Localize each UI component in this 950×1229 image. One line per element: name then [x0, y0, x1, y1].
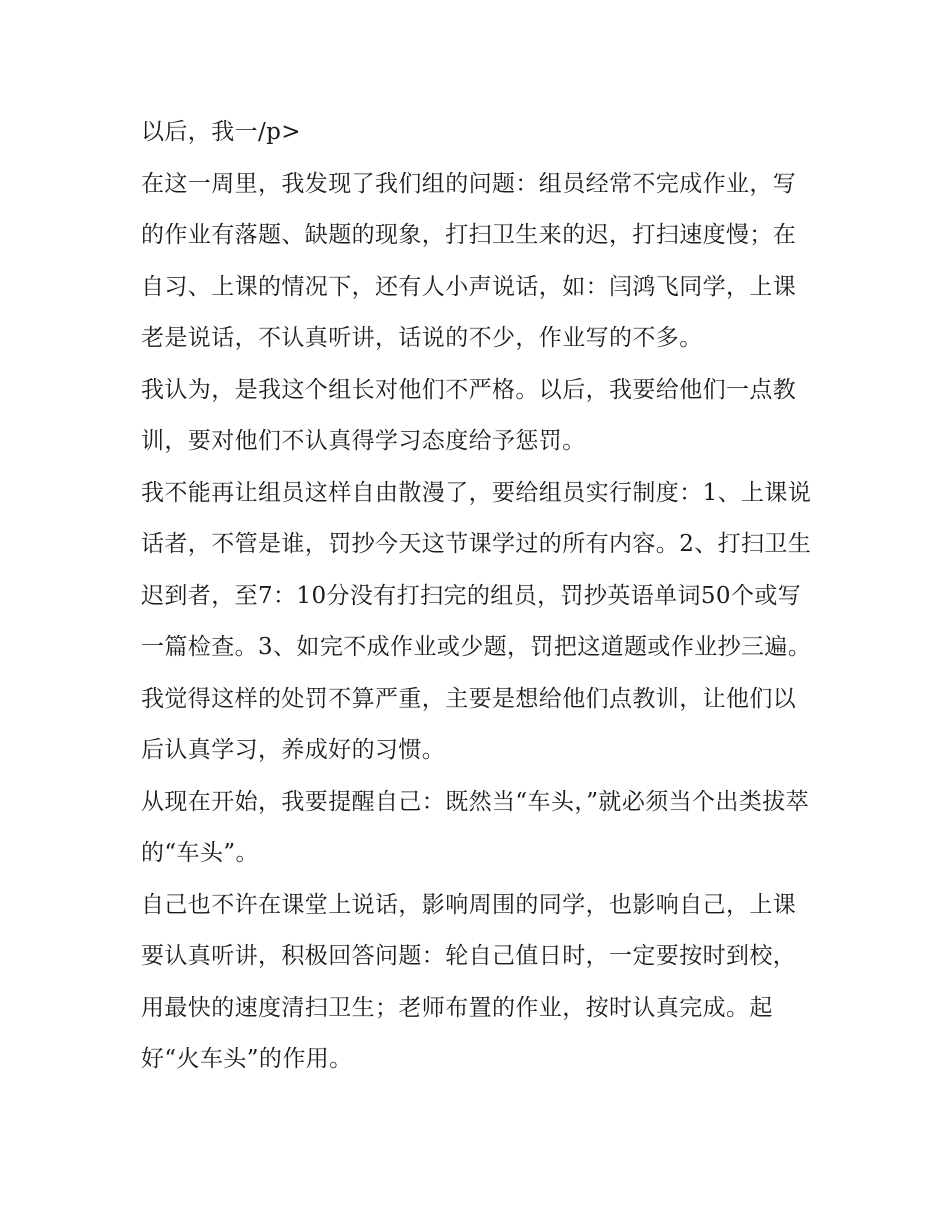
- paragraph-6: 自己也不许在课堂上说话，影响周围的同学，也影响自己，上课要认真听讲，积极回答问题：轮自己值日时，一定要按时到校，用最快的速度清扫卫生；老师布置的作业，按时认真完成。起好“火车头”的作用。: [141, 891, 797, 1072]
- paragraph-1: 以后，我一/p>: [141, 119, 301, 145]
- paragraph-2: 在这一周里，我发现了我们组的问题：组员经常不完成作业，写的作业有落题、缺题的现象，打扫卫生来的迟，打扫速度慢；在自习、上课的情况下，还有人小声说话，如：闫鸿飞同学，上课老是说话，不认真听讲，话说的不少，作业写的不多。: [141, 170, 797, 351]
- paragraph-4: 我不能再让组员这样自由散漫了，要给组员实行制度：1、上课说话者，不管是谁，罚抄今天这节课学过的所有内容。2、打扫卫生迟到者，至7：10分没有打扫完的组员，罚抄英语单词50个或写一篇检查。3、如完不成作业或少题，罚把这道题或作业抄三遍。我觉得这样的处罚不算严重，主要是想给他们点教训，让他们以后认真学习，养成好的习惯。: [141, 479, 812, 763]
- document-body: [141, 107, 813, 1086]
- paragraph-3: 我认为，是我这个组长对他们不严格。以后，我要给他们一点教训，要对他们不认真得学习态度给予惩罚。: [141, 376, 797, 454]
- paragraph-5: 从现在开始，我要提醒自己：既然当“车头，”就必须当个出类拔萃的“车头”。: [141, 788, 810, 866]
